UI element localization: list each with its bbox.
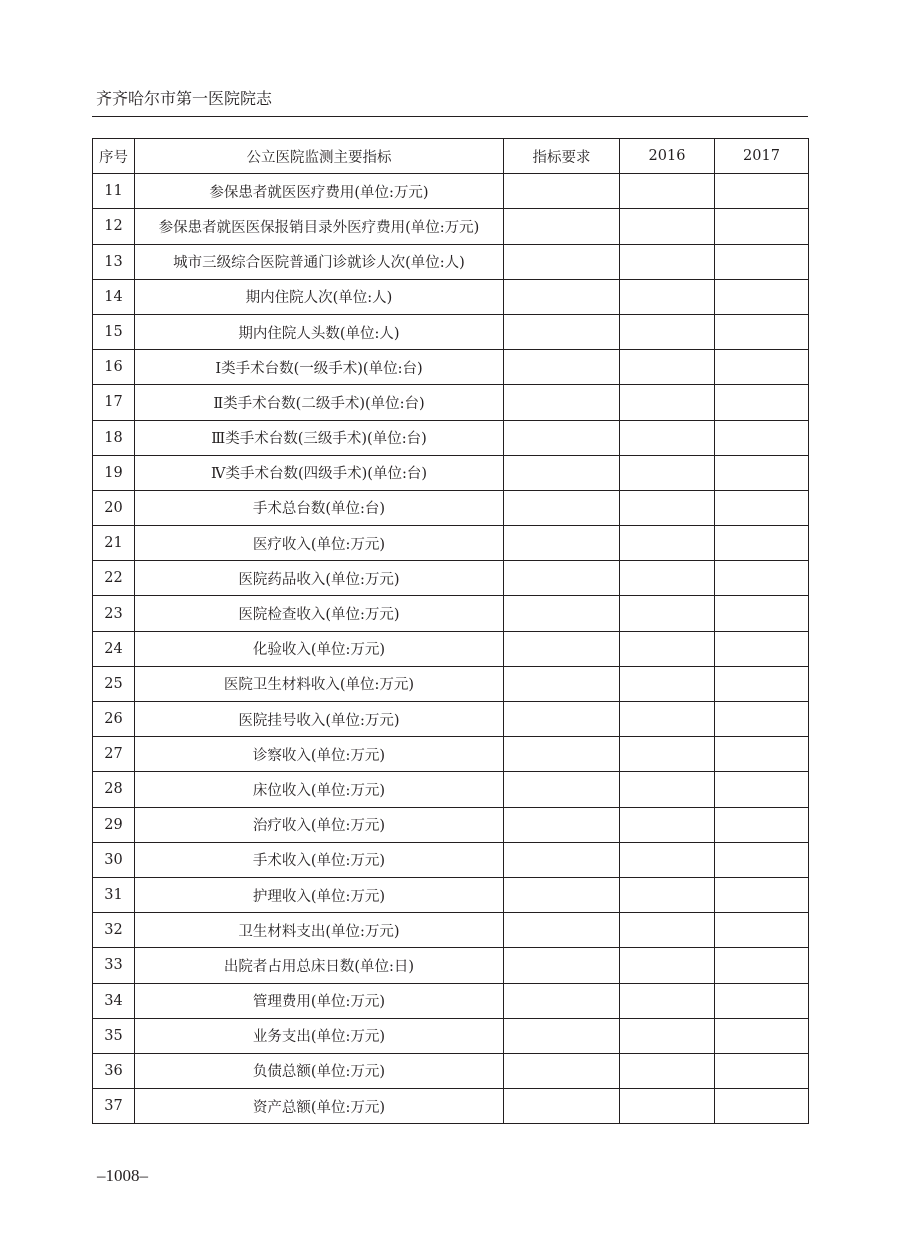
table-row <box>93 420 809 455</box>
column-header-2017: 2017 <box>715 139 809 174</box>
table-row <box>93 666 809 701</box>
cell-2016 <box>620 174 715 209</box>
cell-seq: 20 <box>93 490 135 525</box>
cell-indicator: 资产总额(单位:万元) <box>135 1089 504 1124</box>
cell-indicator: 医院卫生材料收入(单位:万元) <box>135 666 504 701</box>
cell-2017 <box>715 490 809 525</box>
cell-seq: 23 <box>93 596 135 631</box>
cell-indicator: Ⅱ类手术台数(二级手术)(单位:台) <box>135 385 504 420</box>
cell-seq: 32 <box>93 913 135 948</box>
cell-indicator: 期内住院人次(单位:人) <box>135 279 504 314</box>
cell-requirement <box>504 455 620 490</box>
cell-2017 <box>715 596 809 631</box>
cell-seq: 25 <box>93 666 135 701</box>
cell-2017 <box>715 702 809 737</box>
running-header-title: 齐齐哈尔市第一医院院志 <box>96 89 273 108</box>
cell-requirement <box>504 631 620 666</box>
cell-indicator: Ⅰ类手术台数(一级手术)(单位:台) <box>135 350 504 385</box>
cell-2017 <box>715 772 809 807</box>
cell-requirement <box>504 596 620 631</box>
cell-2016 <box>620 842 715 877</box>
cell-requirement <box>504 244 620 279</box>
table-row <box>93 455 809 490</box>
cell-2017 <box>715 807 809 842</box>
cell-indicator: 医院检查收入(单位:万元) <box>135 596 504 631</box>
cell-indicator: 化验收入(单位:万元) <box>135 631 504 666</box>
cell-seq: 35 <box>93 1018 135 1053</box>
cell-seq: 21 <box>93 526 135 561</box>
cell-2017 <box>715 420 809 455</box>
cell-requirement <box>504 702 620 737</box>
cell-seq: 13 <box>93 244 135 279</box>
cell-indicator: Ⅲ类手术台数(三级手术)(单位:台) <box>135 420 504 455</box>
cell-2017 <box>715 666 809 701</box>
cell-requirement <box>504 666 620 701</box>
cell-indicator: 护理收入(单位:万元) <box>135 877 504 912</box>
table-header <box>93 139 809 174</box>
cell-seq: 18 <box>93 420 135 455</box>
cell-2017 <box>715 737 809 772</box>
column-header-seq: 序号 <box>93 139 135 174</box>
cell-2017 <box>715 526 809 561</box>
cell-indicator: 参保患者就医医保报销目录外医疗费用(单位:万元) <box>135 209 504 244</box>
table-row <box>93 526 809 561</box>
cell-seq: 16 <box>93 350 135 385</box>
cell-seq: 24 <box>93 631 135 666</box>
cell-indicator: 负债总额(单位:万元) <box>135 1053 504 1088</box>
cell-seq: 15 <box>93 314 135 349</box>
cell-requirement <box>504 385 620 420</box>
cell-seq: 31 <box>93 877 135 912</box>
cell-2016 <box>620 596 715 631</box>
table-row <box>93 561 809 596</box>
cell-seq: 19 <box>93 455 135 490</box>
cell-2017 <box>715 455 809 490</box>
cell-seq: 33 <box>93 948 135 983</box>
cell-2016 <box>620 702 715 737</box>
cell-indicator: 治疗收入(单位:万元) <box>135 807 504 842</box>
table-row <box>93 842 809 877</box>
cell-2016 <box>620 526 715 561</box>
cell-2017 <box>715 1018 809 1053</box>
cell-seq: 26 <box>93 702 135 737</box>
cell-2017 <box>715 279 809 314</box>
cell-seq: 36 <box>93 1053 135 1088</box>
cell-requirement <box>504 1053 620 1088</box>
cell-2016 <box>620 772 715 807</box>
cell-2017 <box>715 877 809 912</box>
cell-indicator: 手术收入(单位:万元) <box>135 842 504 877</box>
cell-requirement <box>504 279 620 314</box>
table-row <box>93 1018 809 1053</box>
cell-2016 <box>620 244 715 279</box>
cell-2017 <box>715 314 809 349</box>
table-row <box>93 983 809 1018</box>
cell-requirement <box>504 913 620 948</box>
cell-requirement <box>504 561 620 596</box>
table-header-row <box>93 139 809 174</box>
cell-2017 <box>715 244 809 279</box>
cell-2017 <box>715 1089 809 1124</box>
cell-indicator: 医院药品收入(单位:万元) <box>135 561 504 596</box>
cell-indicator: 出院者占用总床日数(单位:日) <box>135 948 504 983</box>
cell-requirement <box>504 490 620 525</box>
table-row <box>93 385 809 420</box>
table-row <box>93 737 809 772</box>
table-row <box>93 1089 809 1124</box>
cell-requirement <box>504 420 620 455</box>
indicator-table <box>92 138 809 1124</box>
table-row <box>93 209 809 244</box>
cell-2017 <box>715 842 809 877</box>
cell-2017 <box>715 983 809 1018</box>
cell-2016 <box>620 490 715 525</box>
cell-seq: 28 <box>93 772 135 807</box>
table-row <box>93 631 809 666</box>
table-row <box>93 702 809 737</box>
table-row <box>93 314 809 349</box>
cell-requirement <box>504 737 620 772</box>
column-header-requirement: 指标要求 <box>504 139 620 174</box>
table-row <box>93 1053 809 1088</box>
table-row <box>93 913 809 948</box>
table-row <box>93 350 809 385</box>
cell-2016 <box>620 877 715 912</box>
cell-requirement <box>504 350 620 385</box>
cell-2016 <box>620 948 715 983</box>
cell-requirement <box>504 948 620 983</box>
cell-2016 <box>620 314 715 349</box>
cell-2016 <box>620 913 715 948</box>
cell-seq: 34 <box>93 983 135 1018</box>
cell-2016 <box>620 983 715 1018</box>
cell-2016 <box>620 807 715 842</box>
cell-2016 <box>620 420 715 455</box>
cell-requirement <box>504 877 620 912</box>
cell-requirement <box>504 1018 620 1053</box>
table-body <box>93 174 809 1124</box>
table-row <box>93 948 809 983</box>
cell-seq: 22 <box>93 561 135 596</box>
table-row <box>93 279 809 314</box>
cell-2017 <box>715 1053 809 1088</box>
cell-indicator: 管理费用(单位:万元) <box>135 983 504 1018</box>
cell-2016 <box>620 1018 715 1053</box>
cell-2016 <box>620 455 715 490</box>
cell-indicator: 床位收入(单位:万元) <box>135 772 504 807</box>
cell-2017 <box>715 385 809 420</box>
cell-2017 <box>715 913 809 948</box>
column-header-2016: 2016 <box>620 139 715 174</box>
cell-2016 <box>620 209 715 244</box>
cell-seq: 37 <box>93 1089 135 1124</box>
cell-2017 <box>715 948 809 983</box>
table-row <box>93 807 809 842</box>
cell-indicator: 城市三级综合医院普通门诊就诊人次(单位:人) <box>135 244 504 279</box>
cell-requirement <box>504 209 620 244</box>
cell-2016 <box>620 666 715 701</box>
cell-indicator: Ⅳ类手术台数(四级手术)(单位:台) <box>135 455 504 490</box>
cell-2016 <box>620 561 715 596</box>
cell-2016 <box>620 1089 715 1124</box>
cell-requirement <box>504 526 620 561</box>
table-row <box>93 877 809 912</box>
cell-2016 <box>620 631 715 666</box>
cell-2016 <box>620 1053 715 1088</box>
cell-requirement <box>504 807 620 842</box>
cell-2016 <box>620 350 715 385</box>
cell-seq: 30 <box>93 842 135 877</box>
cell-requirement <box>504 983 620 1018</box>
cell-indicator: 业务支出(单位:万元) <box>135 1018 504 1053</box>
cell-requirement <box>504 772 620 807</box>
cell-requirement <box>504 174 620 209</box>
cell-indicator: 参保患者就医医疗费用(单位:万元) <box>135 174 504 209</box>
cell-2017 <box>715 631 809 666</box>
cell-seq: 17 <box>93 385 135 420</box>
table-row <box>93 244 809 279</box>
cell-seq: 29 <box>93 807 135 842</box>
cell-2016 <box>620 385 715 420</box>
cell-2016 <box>620 279 715 314</box>
table-row <box>93 772 809 807</box>
cell-indicator: 诊察收入(单位:万元) <box>135 737 504 772</box>
page-number: –1008– <box>97 1166 148 1185</box>
cell-seq: 27 <box>93 737 135 772</box>
cell-indicator: 卫生材料支出(单位:万元) <box>135 913 504 948</box>
table-row <box>93 596 809 631</box>
header-divider <box>92 116 808 117</box>
table-row <box>93 174 809 209</box>
cell-2017 <box>715 209 809 244</box>
cell-requirement <box>504 1089 620 1124</box>
cell-2017 <box>715 174 809 209</box>
cell-requirement <box>504 842 620 877</box>
table-row <box>93 490 809 525</box>
cell-2017 <box>715 350 809 385</box>
column-header-indicator: 公立医院监测主要指标 <box>135 139 504 174</box>
cell-indicator: 医疗收入(单位:万元) <box>135 526 504 561</box>
cell-2016 <box>620 737 715 772</box>
cell-2017 <box>715 561 809 596</box>
cell-indicator: 期内住院人头数(单位:人) <box>135 314 504 349</box>
cell-indicator: 手术总台数(单位:台) <box>135 490 504 525</box>
cell-requirement <box>504 314 620 349</box>
cell-indicator: 医院挂号收入(单位:万元) <box>135 702 504 737</box>
cell-seq: 11 <box>93 174 135 209</box>
cell-seq: 14 <box>93 279 135 314</box>
cell-seq: 12 <box>93 209 135 244</box>
